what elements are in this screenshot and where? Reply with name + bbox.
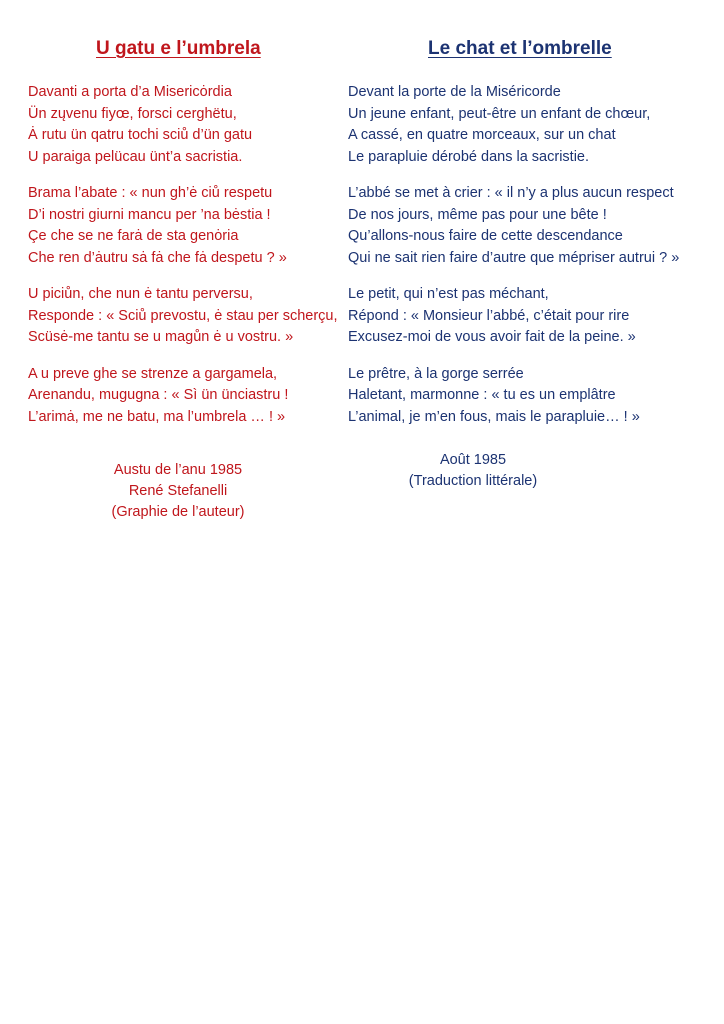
poem-line: D’i nostri giurni mancu per ’na bėstia ! — [28, 206, 271, 223]
french-poem-title: Le chat et l’ombrelle — [428, 38, 612, 59]
signature-date: Août 1985 — [439, 452, 507, 468]
poem-line: Che ren d’ȧutru sȧ fȧ che fȧ despetu ? » — [28, 249, 287, 266]
poem-line: Devant la porte de la Miséricorde — [348, 84, 561, 100]
corsican-stanza-2 — [28, 183, 338, 269]
signature-date: Austu de l’anu 1985 — [113, 462, 243, 478]
poem-line: Le petit, qui n’est pas méchant, — [348, 286, 549, 302]
poem-line: Arenandu, mugugna : « Sì ün ünciastru ! — [28, 387, 289, 403]
poem-line: Ȧ rutu ün qatru tochi sciů d’ün gatu — [28, 127, 253, 143]
french-stanza-4 — [348, 364, 708, 429]
signature-note: (Graphie de l’auteur) — [111, 504, 245, 520]
poem-line: Çe che se ne farȧ de sta genȯria — [28, 228, 239, 244]
poem-line: De nos jours, même pas pour une bête ! — [348, 206, 607, 223]
poem-line: Le prêtre, à la gorge serrée — [348, 365, 524, 382]
poem-line: L’animal, je m’en fous, mais le parapluie… ! » — [348, 408, 640, 425]
french-poem-column — [348, 36, 708, 492]
poem-line: Excusez-moi de vous avoir fait de la peine. » — [348, 329, 636, 345]
poem-line: Haletant, marmonne : « tu es un emplâtre — [348, 387, 616, 403]
poem-line: Brama l’abate : « nun gh’ė ciů respetu — [28, 185, 273, 201]
signature-author: René Stefanelli — [128, 483, 228, 499]
french-signature — [238, 450, 708, 492]
poem-line: L’abbé se met à crier : « il n’y a plus aucun respect — [348, 185, 674, 201]
poem-line: Qui ne sait rien faire d’autre que mépriser autrui ? » — [348, 249, 680, 266]
poem-line: A cassé, en quatre morceaux, sur un chat — [348, 127, 616, 143]
poem-line: Qu’allons-nous faire de cette descendance — [348, 228, 623, 244]
corsican-poem-title: U gatu e l’umbrela — [96, 38, 261, 59]
poem-line: A u preve ghe se strenze a gargamela, — [28, 365, 278, 382]
poem-line: Ün zųvenu fiyœ, forsci cerghëtu, — [28, 105, 237, 122]
poem-line: Répond : « Monsieur l’abbé, c’était pour rire — [348, 307, 630, 324]
poem-line: Un jeune enfant, peut-être un enfant de chœur, — [348, 105, 651, 122]
poem-line: U paraiga pelücau ünt’a sacristia. — [28, 148, 243, 165]
corsican-stanza-3 — [28, 284, 338, 349]
corsican-stanza-4 — [28, 364, 338, 429]
signature-note: (Traduction littérale) — [408, 473, 538, 489]
french-poem-stanzas — [348, 82, 708, 428]
corsican-stanza-1 — [28, 82, 338, 168]
french-stanza-1 — [348, 82, 708, 168]
poem-line: U piciůn, che nun ė tantu perversu, — [28, 286, 253, 302]
poem-line: L’arimȧ, me ne batu, ma l’umbrela … ! » — [28, 408, 286, 425]
poem-line: Davanti a porta d’a Misericȯrdia — [28, 84, 232, 100]
poem-line: Responde : « Sciů prevostu, ė stau per scherçu, — [28, 307, 338, 324]
poem-line: Le parapluie dérobé dans la sacristie. — [348, 148, 590, 165]
french-stanza-2 — [348, 183, 708, 269]
french-stanza-3 — [348, 284, 708, 349]
corsican-poem-stanzas — [28, 82, 338, 428]
poem-line: Scüsė-me tantu se u magůn ė u vostru. » — [28, 329, 294, 345]
